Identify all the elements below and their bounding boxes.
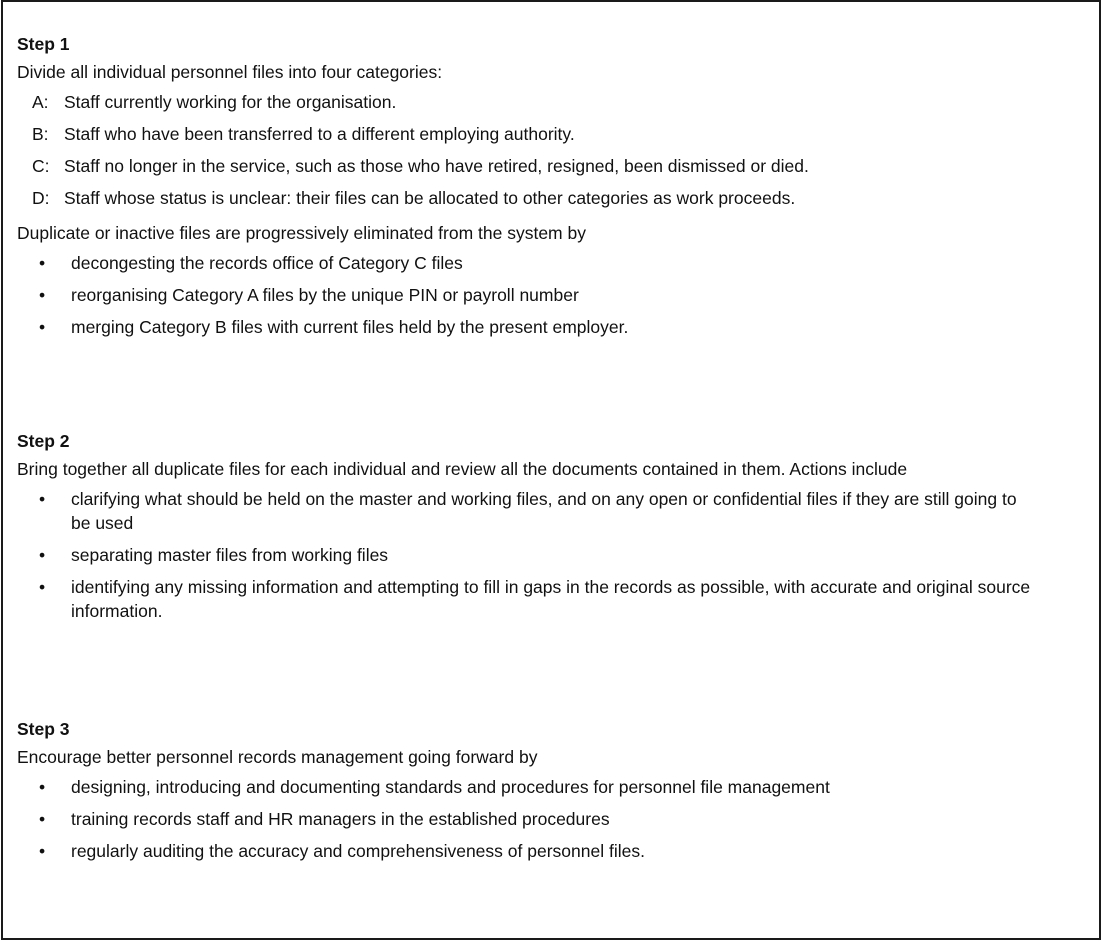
step-3-bullet-list <box>17 775 1092 863</box>
list-item <box>17 251 1092 275</box>
bullet-text: regularly auditing the accuracy and comprehensiveness of personnel files. <box>71 841 645 861</box>
step-2-title: Step 2 <box>17 431 70 451</box>
bullet-icon: • <box>39 317 46 337</box>
step-1-intro: Divide all individual personnel files into four categories: <box>17 62 443 82</box>
category-item-d <box>17 186 1092 210</box>
bullet-icon: • <box>39 545 46 565</box>
step-3-intro: Encourage better personnel records management going forward by <box>17 747 538 767</box>
bullet-text: training records staff and HR managers in the established procedures <box>71 809 610 829</box>
category-list <box>17 90 1092 210</box>
step-1-title: Step 1 <box>17 34 70 54</box>
step-1-bullet-list <box>17 251 1092 339</box>
category-letter: C: <box>32 156 50 176</box>
category-item-a <box>17 90 1092 114</box>
category-item-c <box>17 154 1092 178</box>
list-item <box>17 775 1092 799</box>
list-item <box>17 315 1092 339</box>
list-item <box>17 283 1092 307</box>
step-3-title: Step 3 <box>17 719 70 739</box>
bullet-text: designing, introducing and documenting standards and procedures for personnel file management <box>71 777 830 797</box>
step-1-section <box>17 31 1092 339</box>
step-2-intro: Bring together all duplicate files for each individual and review all the documents contained in them. Actions include <box>17 459 908 479</box>
category-letter: B: <box>32 124 49 144</box>
bullet-text: clarifying what should be held on the master and working files, and on any open or confidential files if they are still going to be used <box>71 489 1017 533</box>
bullet-icon: • <box>39 777 46 797</box>
category-text: Staff whose status is unclear: their files can be allocated to other categories as work proceeds. <box>64 188 796 208</box>
step-3-section <box>17 716 1092 863</box>
list-item <box>17 575 1092 623</box>
bullet-text: reorganising Category A files by the unique PIN or payroll number <box>71 285 579 305</box>
step-2-section <box>17 428 1092 623</box>
step-2-bullet-list <box>17 487 1092 623</box>
bullet-icon: • <box>39 841 46 861</box>
list-item <box>17 543 1092 567</box>
bullet-text: identifying any missing information and attempting to fill in gaps in the records as possible, with accurate and original source information. <box>71 577 1031 621</box>
bullet-icon: • <box>39 253 46 273</box>
bullet-text: separating master files from working files <box>71 545 389 565</box>
bullet-icon: • <box>39 577 46 597</box>
bullet-icon: • <box>39 489 46 509</box>
bullet-icon: • <box>39 809 46 829</box>
bullet-icon: • <box>39 285 46 305</box>
category-text: Staff currently working for the organisation. <box>64 92 397 112</box>
category-letter: A: <box>32 92 49 112</box>
category-item-b <box>17 122 1092 146</box>
list-item <box>17 487 1092 535</box>
category-text: Staff no longer in the service, such as those who have retired, resigned, been dismissed or died. <box>64 156 809 176</box>
bullet-text: merging Category B files with current files held by the present employer. <box>71 317 629 337</box>
list-item <box>17 807 1092 831</box>
step-1-followup: Duplicate or inactive files are progressively eliminated from the system by <box>17 223 586 243</box>
bullet-text: decongesting the records office of Category C files <box>71 253 463 273</box>
list-item <box>17 839 1092 863</box>
category-letter: D: <box>32 188 50 208</box>
category-text: Staff who have been transferred to a different employing authority. <box>64 124 575 144</box>
